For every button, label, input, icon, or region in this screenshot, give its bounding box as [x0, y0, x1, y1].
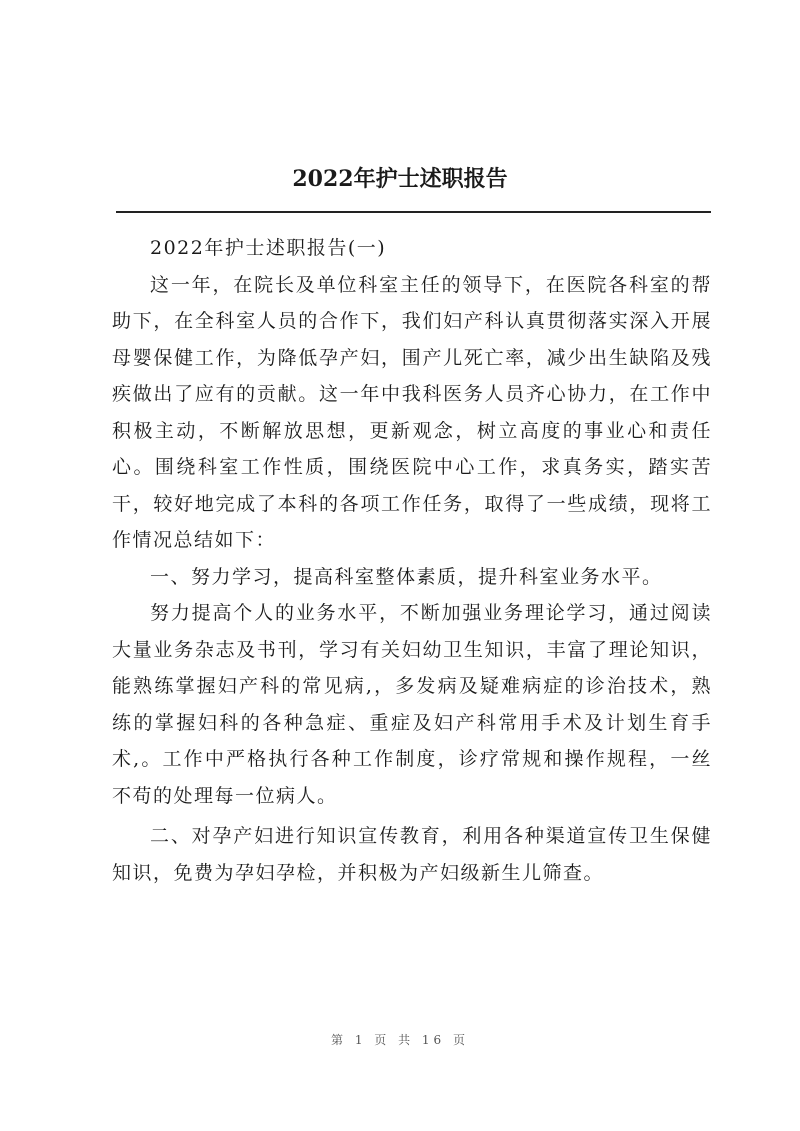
section-heading: 一、努力学习，提高科室整体素质，提升科室业务水平。	[150, 565, 663, 588]
title-divider	[116, 211, 711, 213]
document-title: 2022年护士述职报告	[292, 166, 508, 192]
section-heading: 2022年护士述职报告(一)	[150, 237, 387, 259]
paragraph: 这一年，在院长及单位科室主任的领导下，在医院各科室的帮助下，在全科室人员的合作下，我们妇产科认真贯彻落实深入开展母婴保健工作，为降低孕产妇，围产儿死亡率，减少出生缺陷及残疾做出了应有的贡献。这一年中我科医务人员齐心协力，在工作中积极主动，不断解放思想，更新观念，树立高度的事业心和责任心。围绕科室工作性质，围绕医院中心工作，求真务实，踏实苦干，较好地完成了本科的各项工作任务，取得了一些成绩，现将工作情况总结如下：	[112, 273, 712, 551]
section-heading: 二、对孕产妇进行知识宣传教育，利用各种渠道宣传卫生保健知识，免费为孕妇孕检，并积极为产妇级新生儿筛查。	[112, 825, 712, 884]
paragraph: 努力提高个人的业务水平，不断加强业务理论学习，通过阅读大量业务杂志及书刊，学习有关妇幼卫生知识，丰富了理论知识，能熟练掌握妇产科的常见病,，多发病及疑难病症的诊治技术，熟练的掌握妇科的各种急症、重症及妇产科常用手术及计划生育手术,。工作中严格执行各种工作制度，诊疗常规和操作规程，一丝不苟的处理每一位病人。	[112, 602, 712, 807]
document-body	[112, 230, 712, 891]
page-number: 第 1 页 共 16 页	[331, 1033, 469, 1047]
